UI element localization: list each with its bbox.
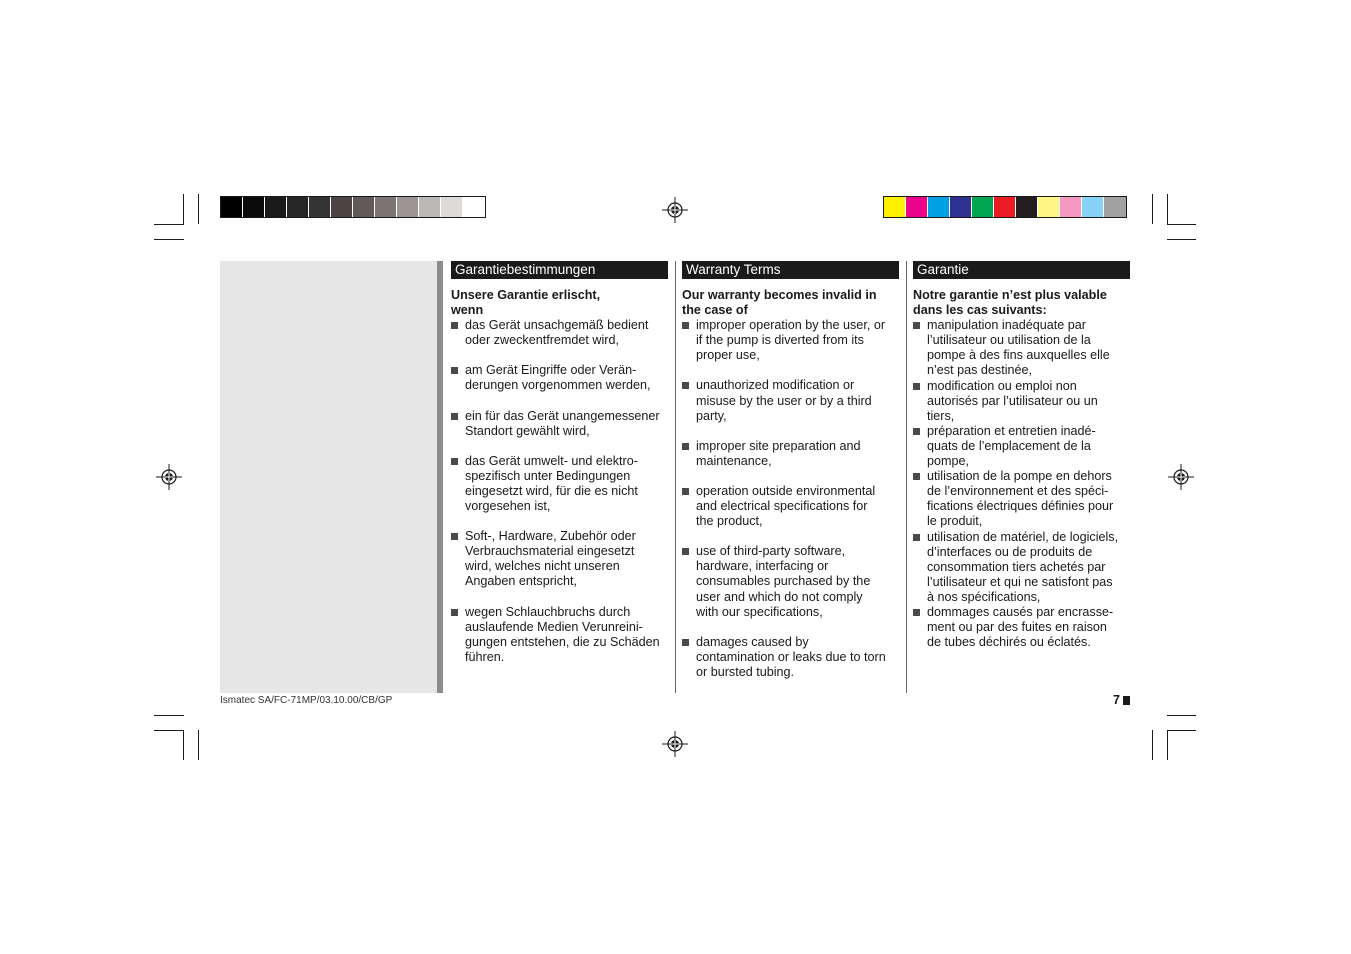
- bullet-square-icon: [682, 639, 689, 646]
- side-panel: [220, 261, 437, 693]
- column-intro: Unsere Garantie erlischt, wenn: [451, 288, 601, 318]
- warranty-list: [451, 318, 668, 665]
- process-color-bar: [883, 196, 1127, 218]
- crop-mark: [198, 730, 199, 760]
- list-item: am Gerät Eingriffe oder Verän- derungen vorgenommen werden,: [451, 363, 668, 393]
- list-item: ein für das Gerät unangemessener Standort gewählt wird,: [451, 409, 668, 439]
- imprint-text: Ismatec SA/FC-71MP/03.10.00/CB/GP: [220, 695, 393, 706]
- crop-mark: [154, 239, 184, 240]
- list-item: das Gerät umwelt- und elektro- spezifisch unter Bedingungen eingesetzt wird, für die es nicht vorgesehen ist,: [451, 454, 668, 514]
- color-swatch: [1016, 197, 1038, 217]
- color-swatch: [221, 197, 243, 217]
- list-item: use of third-party software, hardware, interfacing or consumables purchased by the user and which do not comply with our specifications,: [682, 544, 899, 619]
- bullet-square-icon: [913, 534, 920, 541]
- list-item: wegen Schlauchbruchs durch auslaufende Medien Verunreini- gungen entstehen, die zu Schäden führen.: [451, 605, 668, 665]
- list-item: Soft-, Hardware, Zubehör oder Verbrauchsmaterial eingesetzt wird, welches nicht unseren Angaben entspricht,: [451, 529, 668, 589]
- grayscale-color-bar: [220, 196, 486, 218]
- color-swatch: [353, 197, 375, 217]
- bullet-square-icon: [913, 609, 920, 616]
- color-swatch: [265, 197, 287, 217]
- registration-mark-icon: [1168, 464, 1194, 490]
- bullet-square-icon: [451, 458, 458, 465]
- crop-mark: [1167, 194, 1168, 224]
- list-item: utilisation de la pompe en dehors de l’environnement et des spéci- fications électriques définies pour le produit,: [913, 469, 1130, 529]
- column-divider: [675, 261, 676, 693]
- crop-mark: [1167, 730, 1168, 760]
- list-item: improper operation by the user, or if the pump is diverted from its proper use,: [682, 318, 899, 363]
- crop-mark: [198, 194, 199, 224]
- list-item: unauthorized modification or misuse by the user or by a third party,: [682, 378, 899, 423]
- crop-mark: [183, 194, 184, 224]
- crop-mark: [154, 730, 184, 731]
- color-swatch: [928, 197, 950, 217]
- page-number: 7: [1113, 693, 1120, 707]
- bullet-square-icon: [913, 473, 920, 480]
- crop-mark: [154, 224, 184, 225]
- registration-mark-icon: [662, 731, 688, 757]
- side-panel-bar: [437, 261, 443, 693]
- crop-mark: [183, 730, 184, 760]
- column-divider: [906, 261, 907, 693]
- bullet-square-icon: [451, 413, 458, 420]
- column-intro: Our warranty becomes invalid in the case of: [682, 288, 877, 318]
- bullet-square-icon: [913, 428, 920, 435]
- list-item: dommages causés par encrasse- ment ou par des fuites en raison de tubes déchirés ou éclatés.: [913, 605, 1130, 650]
- registration-mark-icon: [156, 464, 182, 490]
- column-french: [913, 261, 1130, 650]
- crop-mark: [154, 715, 184, 716]
- bullet-square-icon: [682, 443, 689, 450]
- list-item: das Gerät unsachgemäß bedient oder zweckentfremdet wird,: [451, 318, 668, 348]
- list-item: operation outside environmental and electrical specifications for the product,: [682, 484, 899, 529]
- warranty-list: [913, 318, 1130, 650]
- list-item: modification ou emploi non autorisés par l’utilisateur ou un tiers,: [913, 379, 1130, 424]
- registration-mark-icon: [662, 197, 688, 223]
- color-swatch: [309, 197, 331, 217]
- bullet-square-icon: [451, 322, 458, 329]
- color-swatch: [1060, 197, 1082, 217]
- color-swatch: [397, 197, 419, 217]
- bullet-square-icon: [682, 548, 689, 555]
- color-swatch: [950, 197, 972, 217]
- color-swatch: [287, 197, 309, 217]
- list-item: manipulation inadéquate par l’utilisateur ou utilisation de la pompe à des fins auxquelles elle n’est pas destinée,: [913, 318, 1130, 378]
- crop-mark: [1167, 224, 1196, 225]
- column-heading: Garantie: [913, 261, 1130, 279]
- color-swatch: [906, 197, 928, 217]
- page-marker-icon: [1123, 696, 1130, 705]
- column-heading: Warranty Terms: [682, 261, 899, 279]
- crop-mark: [1167, 715, 1196, 716]
- column-german: [451, 261, 668, 665]
- color-swatch: [1082, 197, 1104, 217]
- color-swatch: [1104, 197, 1126, 217]
- color-swatch: [243, 197, 265, 217]
- crop-mark: [1167, 239, 1196, 240]
- crop-mark: [1167, 730, 1196, 731]
- column-intro: Notre garantie n’est plus valable dans les cas suivants:: [913, 288, 1107, 318]
- warranty-list: [682, 318, 899, 680]
- color-swatch: [972, 197, 994, 217]
- crop-mark: [1152, 730, 1153, 760]
- bullet-square-icon: [913, 322, 920, 329]
- color-swatch: [884, 197, 906, 217]
- list-item: improper site preparation and maintenance,: [682, 439, 899, 469]
- bullet-square-icon: [451, 609, 458, 616]
- bullet-square-icon: [913, 383, 920, 390]
- color-swatch: [331, 197, 353, 217]
- color-swatch: [419, 197, 441, 217]
- column-heading: Garantiebestimmungen: [451, 261, 668, 279]
- bullet-square-icon: [682, 322, 689, 329]
- list-item: damages caused by contamination or leaks due to torn or bursted tubing.: [682, 635, 899, 680]
- bullet-square-icon: [682, 488, 689, 495]
- column-english: [682, 261, 899, 680]
- color-swatch: [441, 197, 463, 217]
- color-swatch: [1038, 197, 1060, 217]
- color-swatch: [375, 197, 397, 217]
- list-item: préparation et entretien inadé- quats de l’emplacement de la pompe,: [913, 424, 1130, 469]
- bullet-square-icon: [451, 367, 458, 374]
- bullet-square-icon: [451, 533, 458, 540]
- color-swatch: [994, 197, 1016, 217]
- color-swatch: [463, 197, 485, 217]
- crop-mark: [1152, 194, 1153, 224]
- list-item: utilisation de matériel, de logiciels, d’interfaces ou de produits de consommation tiers achetés par l’utilisateur et qui ne satisfont pas à nos spécifications,: [913, 530, 1130, 605]
- bullet-square-icon: [682, 382, 689, 389]
